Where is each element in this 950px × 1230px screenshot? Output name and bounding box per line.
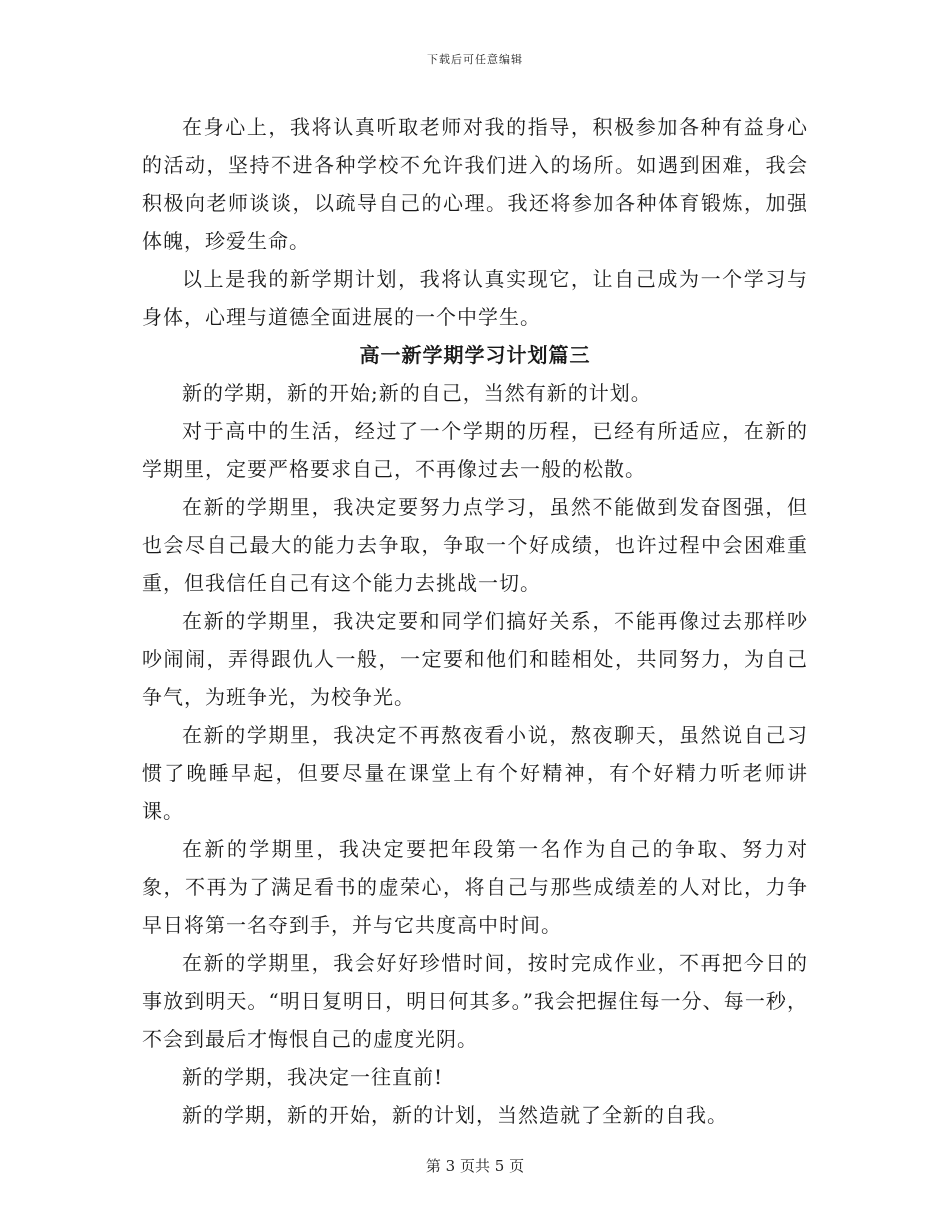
paragraph-plan-summary: 以上是我的新学期计划，我将认真实现它，让自己成为一个学习与身体，心理与道德全面进展的一个中学生。: [142, 267, 808, 329]
paragraph-study-effort: 在新的学期里，我决定要努力点学习，虽然不能做到发奋图强，但也会尽自己最大的能力去争取，争取一个好成绩，也许过程中会困难重重，但我信任自己有这个能力去挑战一切。: [142, 495, 808, 595]
paragraph-time-management: 在新的学期里，我会好好珍惜时间，按时完成作业，不再把今日的事放到明天。“明日复明日，明日何其多。”我会把握住每一分、每一秒，不会到最后才悔恨自己的虚度光阴。: [142, 951, 808, 1051]
paragraph-physical-mental: 在身心上，我将认真听取老师对我的指导，积极参加各种有益身心的活动，坚持不进各种学校不允许我们进入的场所。如遇到困难，我会积极向老师谈谈，以疏导自己的心理。我还将参加各种体育锻炼，加强体魄，珍爱生命。: [142, 115, 808, 253]
paragraph-new-self: 新的学期，新的开始，新的计划，当然造就了全新的自我。: [182, 1103, 728, 1127]
paragraph-forward: 新的学期，我决定一往直前!: [182, 1065, 444, 1089]
paragraph-new-start: 新的学期，新的开始;新的自己，当然有新的计划。: [182, 381, 652, 405]
paragraph-sleep-habits: 在新的学期里，我决定不再熬夜看小说，熬夜聊天，虽然说自己习惯了晚睡早起，但要尽量在课堂上有个好精神，有个好精力听老师讲课。: [142, 723, 808, 823]
paragraph-high-school-life: 对于高中的生活，经过了一个学期的历程，已经有所适应，在新的学期里，定要严格要求自己，不再像过去一般的松散。: [142, 419, 808, 481]
document-body: [142, 108, 808, 1134]
paragraph-classmates: 在新的学期里，我决定要和同学们搞好关系，不能再像过去那样吵吵闹闹，弄得跟仇人一般，一定要和他们和睦相处，共同努力，为自己争气，为班争光，为校争光。: [142, 609, 808, 709]
page-header: 下载后可任意编辑: [427, 53, 523, 66]
page-number: 第 3 页共 5 页: [425, 1157, 525, 1175]
paragraph-first-place: 在新的学期里，我决定要把年段第一名作为自己的争取、努力对象，不再为了满足看书的虚荣心，将自己与那些成绩差的人对比，力争早日将第一名夺到手，并与它共度高中时间。: [142, 837, 808, 937]
section-title: 高一新学期学习计划篇三: [359, 343, 591, 367]
